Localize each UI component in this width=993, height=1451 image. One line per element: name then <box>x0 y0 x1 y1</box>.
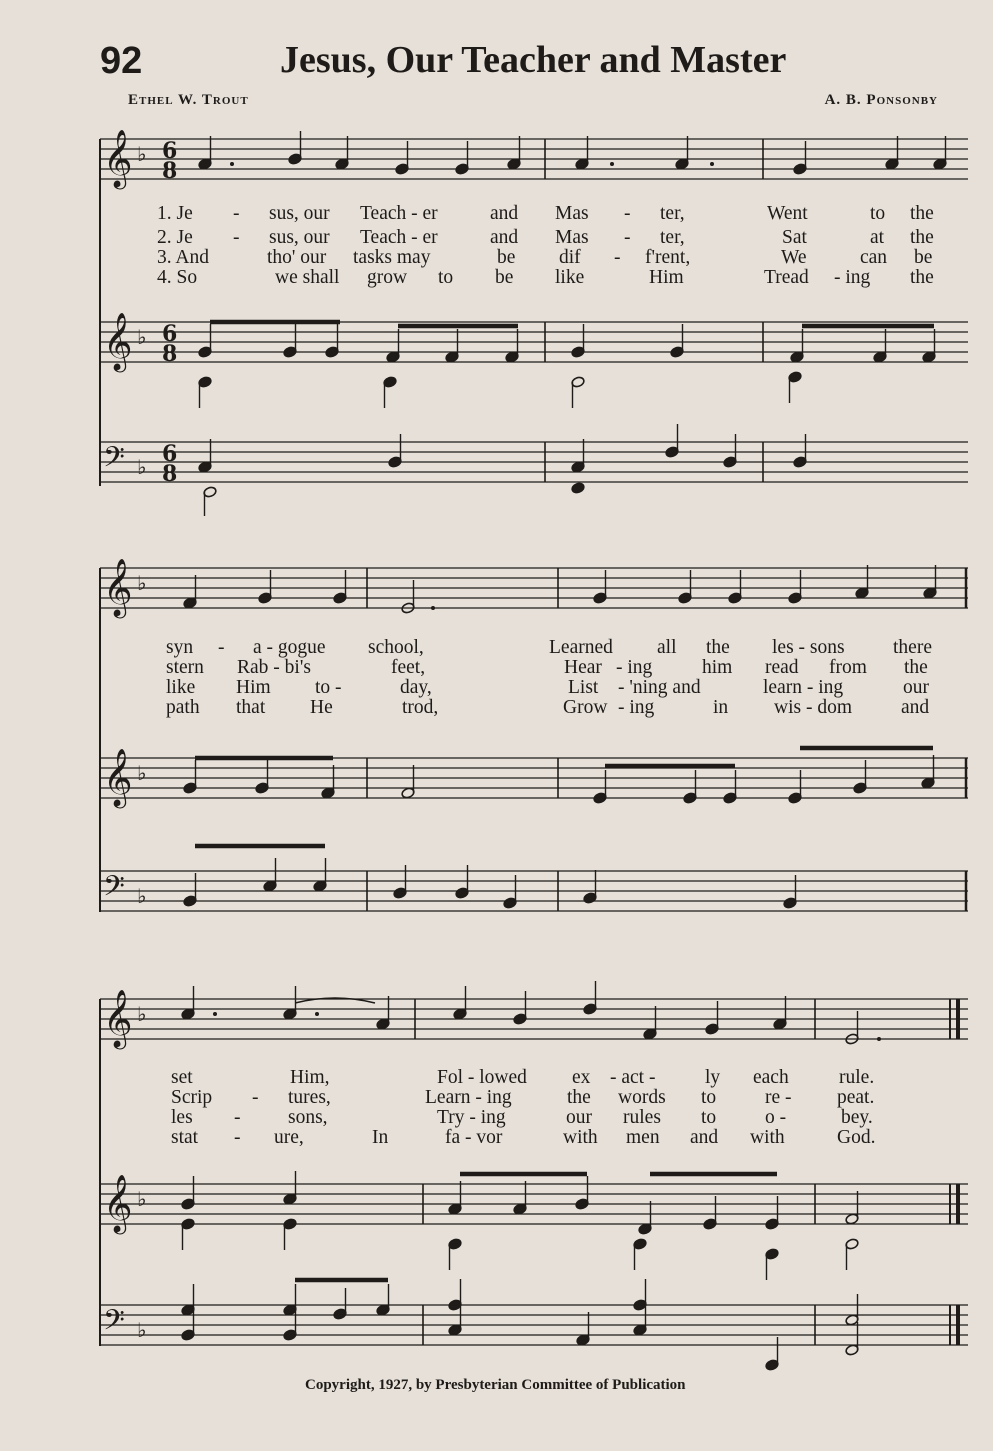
lyric: like <box>166 677 196 698</box>
lyric: les - sons <box>772 637 845 658</box>
lyric: - <box>624 227 631 248</box>
lyric: Tread <box>764 267 809 288</box>
lyric: Learned <box>549 637 613 658</box>
lyric: 3. And <box>157 247 210 268</box>
flat-sign: ♭ <box>137 1187 147 1211</box>
lyric: and <box>901 697 930 718</box>
lyric: the <box>904 657 928 678</box>
lyric: the <box>910 267 934 288</box>
lyric: Learn - ing <box>425 1087 512 1108</box>
bass-clef: 𝄢 <box>103 1304 125 1344</box>
lyric: to - <box>315 677 342 698</box>
verse-1-line-1 <box>157 203 934 224</box>
verse-4-line-1 <box>157 267 934 288</box>
lyric: stat <box>171 1127 199 1148</box>
lyric: f'rent, <box>645 247 691 268</box>
lyric: rules <box>623 1107 661 1128</box>
lyric: grow <box>367 267 408 288</box>
lyric: a - gogue <box>253 637 326 658</box>
lyric: each <box>753 1067 789 1088</box>
lyric: and <box>490 227 519 248</box>
flat-sign: ♭ <box>137 884 147 908</box>
lyric: ex <box>572 1067 591 1088</box>
lyric: - <box>614 247 621 268</box>
lyric: 1. Je <box>157 203 193 224</box>
lyric: - <box>624 203 631 224</box>
lyric: school, <box>368 637 424 658</box>
lyric: set <box>171 1067 193 1088</box>
lyric: God. <box>837 1127 876 1148</box>
verse-2-line-3 <box>171 1087 875 1108</box>
lyric: Went <box>767 203 808 224</box>
time-signature-bottom: 8 <box>162 158 178 184</box>
lyric: List <box>568 677 599 698</box>
time-signature-top: 6 <box>162 441 178 467</box>
lyric: the <box>706 637 730 658</box>
lyric: 4. So <box>157 267 198 288</box>
lyric: to <box>701 1107 717 1128</box>
augmentation-dot <box>610 162 614 166</box>
verse-3-line-2 <box>166 677 929 698</box>
lyric: at <box>870 227 885 248</box>
lyric: Rab - bi's <box>237 657 311 678</box>
lyric: learn - ing <box>763 677 844 698</box>
lyric: - <box>218 637 225 658</box>
lyric: like <box>555 267 585 288</box>
lyric: tures, <box>288 1087 331 1108</box>
lyric: stern <box>166 657 204 678</box>
lyric: rule. <box>839 1067 875 1088</box>
lyric: that <box>236 697 266 718</box>
lyric: Teach - er <box>360 203 438 224</box>
flat-sign: ♭ <box>137 1002 147 1026</box>
lyric: He <box>310 697 333 718</box>
verse-1-line-3 <box>171 1067 875 1088</box>
lyric: Him, <box>290 1067 330 1088</box>
page-number: 92 <box>100 40 143 82</box>
lyric: Grow <box>563 697 608 718</box>
lyric: trod, <box>402 697 439 718</box>
lyric: - ing <box>618 697 655 718</box>
lyric: to <box>701 1087 717 1108</box>
treble-clef: 𝄞 <box>103 312 133 370</box>
lyric: tasks may <box>353 247 431 268</box>
lyric: to <box>438 267 454 288</box>
lyric: Him <box>649 267 684 288</box>
lyric: Try - ing <box>437 1107 506 1128</box>
lyric: Mas <box>555 203 589 224</box>
augmentation-dot <box>230 162 234 166</box>
lyric: with <box>563 1127 598 1148</box>
bass-clef: 𝄢 <box>103 441 125 481</box>
lyric: we shall <box>275 267 340 288</box>
lyric: our <box>566 1107 592 1128</box>
lyric: to <box>870 203 886 224</box>
lyric: peat. <box>837 1087 875 1108</box>
flat-sign: ♭ <box>137 325 147 349</box>
verse-4-line-3 <box>171 1127 876 1148</box>
time-signature-top: 6 <box>162 138 178 164</box>
hymn-title: Jesus, Our Teacher and Master <box>280 39 787 81</box>
lyric: sons, <box>288 1107 328 1128</box>
augmentation-dot <box>431 606 435 610</box>
lyric: day, <box>400 677 432 698</box>
verse-3-line-3 <box>171 1107 873 1128</box>
copyright-notice: Copyright, 1927, by Presbyterian Committee of Publication <box>305 1377 686 1393</box>
lyric: path <box>166 697 200 718</box>
augmentation-dot <box>877 1037 881 1041</box>
lyric: wis - dom <box>774 697 852 718</box>
verse-1-line-2 <box>166 637 932 658</box>
lyric: - <box>234 1107 241 1128</box>
lyric: sus, our <box>269 227 330 248</box>
lyric: - <box>233 227 240 248</box>
lyric: - ing <box>834 267 871 288</box>
lyric: 2. Je <box>157 227 193 248</box>
lyric: Sat <box>782 227 807 248</box>
bass-clef: 𝄢 <box>103 870 125 910</box>
lyric: In <box>372 1127 389 1148</box>
lyric: Hear <box>564 657 602 678</box>
lyricist-credit: Ethel W. Trout <box>128 92 249 108</box>
flat-sign: ♭ <box>137 455 147 479</box>
lyric: - <box>252 1087 259 1108</box>
lyric: our <box>903 677 929 698</box>
time-signature-top: 6 <box>162 321 178 347</box>
lyric: - <box>233 203 240 224</box>
lyric: feet, <box>391 657 426 678</box>
lyric: - act - <box>610 1067 656 1088</box>
lyric: in <box>713 697 729 718</box>
lyric: sus, our <box>269 203 330 224</box>
lyric: be <box>914 247 933 268</box>
lyric: with <box>750 1127 785 1148</box>
lyric: the <box>910 203 934 224</box>
lyric: - <box>234 1127 241 1148</box>
lyric: read <box>765 657 799 678</box>
lyric: the <box>567 1087 591 1108</box>
lyric: ter, <box>660 227 685 248</box>
lyric: men <box>626 1127 660 1148</box>
lyric: and <box>490 203 519 224</box>
treble-clef: 𝄞 <box>103 748 133 806</box>
flat-sign: ♭ <box>137 1318 147 1342</box>
lyric: - 'ning and <box>618 677 701 698</box>
treble-clef: 𝄞 <box>103 129 133 187</box>
verse-2-line-1 <box>157 227 934 248</box>
augmentation-dot <box>710 162 714 166</box>
lyric: bey. <box>841 1107 873 1128</box>
lyric: ly <box>705 1067 721 1088</box>
lyric: Mas <box>555 227 589 248</box>
lyric: be <box>495 267 514 288</box>
lyric: re - <box>765 1087 792 1108</box>
lyric: Teach - er <box>360 227 438 248</box>
lyric: Him <box>236 677 271 698</box>
lyric: and <box>690 1127 719 1148</box>
lyric: him <box>702 657 733 678</box>
flat-sign: ♭ <box>137 571 147 595</box>
lyric: all <box>657 637 677 658</box>
composer-credit: A. B. Ponsonby <box>824 92 938 108</box>
verse-4-line-2 <box>166 697 930 718</box>
treble-clef: 𝄞 <box>103 989 133 1047</box>
lyric: can <box>860 247 888 268</box>
lyric: We <box>781 247 807 268</box>
flat-sign: ♭ <box>137 142 147 166</box>
augmentation-dot <box>315 1012 319 1016</box>
lyric: dif <box>559 247 581 268</box>
lyric: Scrip <box>171 1087 213 1108</box>
lyric: ure, <box>274 1127 304 1148</box>
lyric: there <box>893 637 932 658</box>
lyric: o - <box>765 1107 787 1128</box>
lyric: be <box>497 247 516 268</box>
verse-3-line-1 <box>157 247 933 268</box>
notehead <box>571 482 585 494</box>
lyric: words <box>618 1087 666 1108</box>
flat-sign: ♭ <box>137 761 147 785</box>
lyric: tho' our <box>267 247 327 268</box>
lyric: syn <box>166 637 194 658</box>
augmentation-dot <box>213 1012 217 1016</box>
lyric: les <box>171 1107 193 1128</box>
time-signature-bottom: 8 <box>162 461 178 487</box>
lyric: ter, <box>660 203 685 224</box>
treble-clef: 𝄞 <box>103 1174 133 1232</box>
treble-clef: 𝄞 <box>103 558 133 616</box>
lyric: from <box>829 657 867 678</box>
verse-2-line-2 <box>166 657 928 678</box>
time-signature-bottom: 8 <box>162 341 178 367</box>
lyric: the <box>910 227 934 248</box>
lyric: - ing <box>616 657 653 678</box>
lyric: fa - vor <box>445 1127 503 1148</box>
lyric: Fol - lowed <box>437 1067 527 1088</box>
